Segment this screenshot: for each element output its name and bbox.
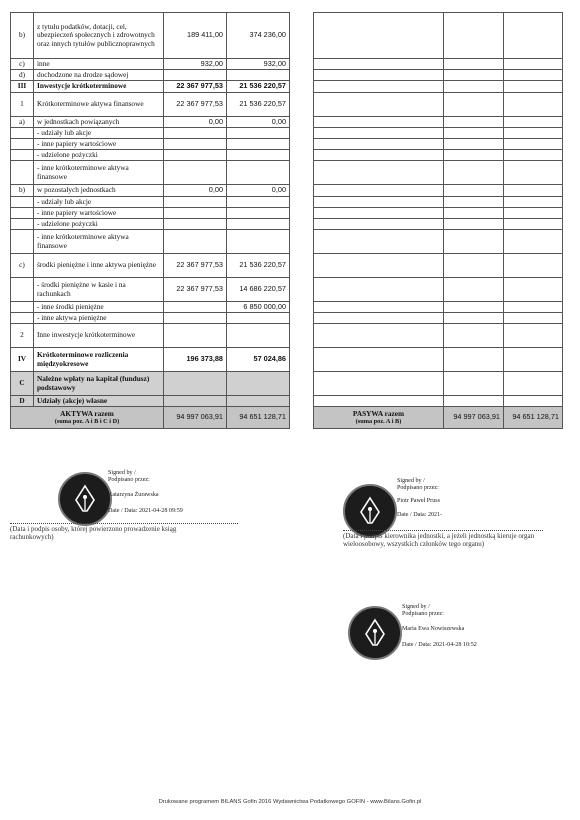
value-previous-year — [227, 219, 290, 230]
empty-cell — [504, 139, 563, 150]
value-previous-year — [227, 70, 290, 81]
empty-cell — [504, 13, 563, 59]
empty-cell — [314, 59, 444, 70]
row-number: D — [11, 396, 34, 407]
empty-cell — [444, 324, 504, 348]
table-row — [314, 13, 563, 59]
row-label: - środki pieniężne w kasie i na rachunkach — [34, 278, 164, 302]
empty-cell — [314, 278, 444, 302]
value-current-year: 932,00 — [164, 59, 227, 70]
row-number: C — [11, 372, 34, 396]
value-previous-year — [227, 313, 290, 324]
row-number — [11, 230, 34, 254]
empty-cell — [444, 396, 504, 407]
empty-cell — [504, 161, 563, 185]
value-previous-year: 21 536 220,57 — [227, 93, 290, 117]
table-row — [314, 81, 563, 93]
empty-cell — [504, 81, 563, 93]
row-label: w pozostałych jednostkach — [34, 185, 164, 197]
empty-cell — [444, 150, 504, 161]
table-row — [11, 313, 290, 324]
row-number: d) — [11, 70, 34, 81]
pen-nib-stamp-icon — [58, 472, 112, 526]
podpisano-label: Podpisano przez: — [402, 611, 444, 618]
row-number — [11, 278, 34, 302]
row-label: - inne papiery wartościowe — [34, 139, 164, 150]
signed-by-label: Signed by / — [108, 470, 136, 476]
value-current-year — [164, 313, 227, 324]
value-current-year: 22 367 977,53 — [164, 278, 227, 302]
table-row — [314, 161, 563, 185]
table-row — [11, 208, 290, 219]
table-row — [314, 396, 563, 407]
caption-left: (Data i podpis osoby, której powierzono prowadzenie ksiąg rachunkowych) — [10, 525, 177, 541]
signature-line-left — [10, 523, 238, 524]
value-previous-year: 14 686 220,57 — [227, 278, 290, 302]
row-label: Krótkoterminowe aktywa finansowe — [34, 93, 164, 117]
signature-date: Date / Data: 2021-04-28 10:52 — [402, 641, 477, 648]
empty-cell — [444, 219, 504, 230]
signer-name: Katarzyna Żurawska — [108, 492, 159, 499]
table-row — [11, 302, 290, 313]
row-label: - inne krótkoterminowe aktywa finansowe — [34, 161, 164, 185]
table-row — [314, 70, 563, 81]
footer-note: Drukowane programem BILANS Gofin 2016 Wydawnictwa Podatkowego GOFIN - www.Bilans.Gofin.pl — [158, 799, 422, 805]
value-current-year — [164, 150, 227, 161]
value-current-year — [164, 197, 227, 208]
empty-cell — [444, 59, 504, 70]
empty-cell — [314, 70, 444, 81]
row-label: - udzielone pożyczki — [34, 219, 164, 230]
empty-cell — [314, 13, 444, 59]
value-current-year — [164, 70, 227, 81]
empty-cell — [504, 230, 563, 254]
pasywa-total-previous: 94 651 128,71 — [504, 407, 563, 429]
empty-cell — [444, 93, 504, 117]
empty-cell — [504, 208, 563, 219]
empty-cell — [504, 59, 563, 70]
row-number: 1 — [11, 93, 34, 117]
table-row — [314, 324, 563, 348]
empty-cell — [444, 161, 504, 185]
table-row — [11, 197, 290, 208]
empty-cell — [444, 128, 504, 139]
table-row — [11, 324, 290, 348]
value-current-year — [164, 372, 227, 396]
empty-cell — [314, 230, 444, 254]
empty-cell — [314, 372, 444, 396]
table-row — [314, 372, 563, 396]
value-current-year — [164, 396, 227, 407]
pasywa-total-label — [314, 407, 444, 429]
pasywa-total-subtitle: (suma poz. A i B) — [355, 418, 402, 426]
row-number — [11, 128, 34, 139]
row-number — [11, 161, 34, 185]
table-row — [11, 230, 290, 254]
empty-cell — [314, 219, 444, 230]
empty-cell — [444, 13, 504, 59]
table-row — [11, 117, 290, 128]
table-row — [314, 197, 563, 208]
value-current-year — [164, 139, 227, 150]
table-row — [11, 161, 290, 185]
table-row — [11, 139, 290, 150]
row-label: z tytułu podatków, dotacji, cel, ubezpieczeń społecznych i zdrowotnych oraz innych tytułów publicznoprawnych — [34, 13, 164, 59]
row-label: Inwestycje krótkoterminowe — [34, 81, 164, 93]
row-label: - udziały lub akcje — [34, 197, 164, 208]
value-current-year: 189 411,00 — [164, 13, 227, 59]
signature-block-3 — [348, 604, 548, 674]
empty-cell — [504, 396, 563, 407]
aktywa-total-label — [11, 407, 164, 429]
empty-cell — [314, 81, 444, 93]
table-row — [314, 230, 563, 254]
empty-cell — [314, 128, 444, 139]
empty-cell — [314, 396, 444, 407]
table-row — [11, 348, 290, 372]
row-number: b) — [11, 185, 34, 197]
signer-name: Maria Ewa Nowiszewska — [402, 626, 465, 633]
value-previous-year — [227, 208, 290, 219]
aktywa-total-title: AKTYWA razem — [60, 408, 114, 418]
signed-by-label: Signed by / — [402, 604, 430, 610]
table-row — [11, 150, 290, 161]
table-row — [11, 396, 290, 407]
row-label: Krótkoterminowe rozliczenia międzyokresowe — [34, 348, 164, 372]
value-current-year: 22 367 977,53 — [164, 93, 227, 117]
row-number — [11, 302, 34, 313]
empty-cell — [314, 348, 444, 372]
pasywa-total-title: PASYWA razem — [352, 408, 405, 418]
value-current-year — [164, 230, 227, 254]
signer-name: Piotr Paweł Pruss — [397, 498, 440, 505]
row-label: - udziały lub akcje — [34, 128, 164, 139]
row-label: - inne krótkoterminowe aktywa finansowe — [34, 230, 164, 254]
empty-cell — [444, 81, 504, 93]
table-row — [11, 185, 290, 197]
value-current-year — [164, 128, 227, 139]
value-previous-year — [227, 161, 290, 185]
value-previous-year: 21 536 220,57 — [227, 81, 290, 93]
empty-cell — [444, 372, 504, 396]
empty-cell — [444, 117, 504, 128]
empty-cell — [504, 128, 563, 139]
row-label: inne — [34, 59, 164, 70]
table-row — [314, 150, 563, 161]
row-number — [11, 150, 34, 161]
row-label: środki pieniężne i inne aktywa pieniężne — [34, 254, 164, 278]
value-previous-year — [227, 324, 290, 348]
row-label: Należne wpłaty na kapitał (fundusz) podstawowy — [34, 372, 164, 396]
pasywa-total-current: 94 997 063,91 — [444, 407, 504, 429]
table-row — [11, 128, 290, 139]
empty-cell — [314, 302, 444, 313]
empty-cell — [504, 93, 563, 117]
table-row — [11, 81, 290, 93]
table-row — [11, 372, 290, 396]
table-row — [314, 93, 563, 117]
value-previous-year: 21 536 220,57 — [227, 254, 290, 278]
row-number: III — [11, 81, 34, 93]
value-previous-year: 57 024,86 — [227, 348, 290, 372]
empty-cell — [504, 185, 563, 197]
value-previous-year — [227, 139, 290, 150]
podpisano-label: Podpisano przez: — [108, 477, 150, 484]
row-number — [11, 139, 34, 150]
value-current-year: 22 367 977,53 — [164, 81, 227, 93]
row-label: - inne aktywa pieniężne — [34, 313, 164, 324]
table-row — [314, 139, 563, 150]
row-label: - inne papiery wartościowe — [34, 208, 164, 219]
row-number: c) — [11, 254, 34, 278]
empty-cell — [504, 254, 563, 278]
value-previous-year — [227, 230, 290, 254]
pen-nib-stamp-icon — [348, 606, 402, 660]
value-current-year — [164, 161, 227, 185]
empty-cell — [444, 139, 504, 150]
empty-cell — [444, 208, 504, 219]
empty-cell — [444, 254, 504, 278]
pasywa-total-row — [314, 407, 563, 429]
value-current-year: 22 367 977,53 — [164, 254, 227, 278]
empty-cell — [504, 70, 563, 81]
table-row — [314, 302, 563, 313]
value-previous-year — [227, 396, 290, 407]
empty-cell — [314, 254, 444, 278]
row-number: c) — [11, 59, 34, 70]
caption-right: (Data i podpis kierownika jednostki, a jeżeli jednostką kieruje organ wieloosobowy, wszystkich członków tego organu) — [343, 532, 535, 548]
table-row — [11, 219, 290, 230]
table-row — [314, 128, 563, 139]
empty-cell — [444, 70, 504, 81]
table-row — [314, 185, 563, 197]
empty-cell — [504, 278, 563, 302]
empty-cell — [444, 230, 504, 254]
signature-line-right — [343, 530, 543, 531]
value-previous-year: 932,00 — [227, 59, 290, 70]
value-previous-year: 0,00 — [227, 117, 290, 128]
table-row — [11, 254, 290, 278]
empty-cell — [504, 197, 563, 208]
assets-table — [10, 12, 290, 429]
value-current-year: 196 373,88 — [164, 348, 227, 372]
aktywa-total-subtitle: (suma poz. A i B i C i D) — [54, 418, 120, 426]
row-number — [11, 313, 34, 324]
value-current-year — [164, 208, 227, 219]
empty-cell — [504, 313, 563, 324]
value-current-year: 0,00 — [164, 117, 227, 128]
aktywa-total-row — [11, 407, 290, 429]
empty-cell — [314, 139, 444, 150]
row-number: 2 — [11, 324, 34, 348]
value-current-year: 0,00 — [164, 185, 227, 197]
row-number — [11, 219, 34, 230]
empty-cell — [444, 197, 504, 208]
empty-cell — [314, 324, 444, 348]
table-row — [314, 278, 563, 302]
empty-cell — [444, 348, 504, 372]
empty-cell — [444, 313, 504, 324]
row-number — [11, 208, 34, 219]
empty-cell — [314, 117, 444, 128]
empty-cell — [314, 208, 444, 219]
value-previous-year: 374 236,00 — [227, 13, 290, 59]
row-label: dochodzone na drodze sądowej — [34, 70, 164, 81]
row-label: - inne środki pieniężne — [34, 302, 164, 313]
value-previous-year: 6 850 000,00 — [227, 302, 290, 313]
value-previous-year — [227, 197, 290, 208]
table-row — [314, 59, 563, 70]
empty-cell — [444, 278, 504, 302]
value-previous-year — [227, 150, 290, 161]
row-number: a) — [11, 117, 34, 128]
row-label: w jednostkach powiązanych — [34, 117, 164, 128]
table-row — [314, 117, 563, 128]
table-row — [314, 254, 563, 278]
signature-date: Date / Data: 2021- — [397, 511, 443, 518]
table-row — [314, 348, 563, 372]
value-current-year — [164, 302, 227, 313]
row-number: IV — [11, 348, 34, 372]
table-row — [314, 208, 563, 219]
table-row — [11, 70, 290, 81]
row-label: Inne inwestycje krótkoterminowe — [34, 324, 164, 348]
empty-cell — [314, 93, 444, 117]
table-row — [11, 278, 290, 302]
signed-by-label: Signed by / — [397, 478, 425, 484]
value-previous-year: 0,00 — [227, 185, 290, 197]
empty-cell — [504, 348, 563, 372]
empty-cell — [504, 117, 563, 128]
table-row — [11, 93, 290, 117]
row-label: - udzielone pożyczki — [34, 150, 164, 161]
empty-cell — [314, 313, 444, 324]
value-current-year — [164, 219, 227, 230]
empty-cell — [504, 302, 563, 313]
empty-cell — [314, 197, 444, 208]
empty-cell — [314, 185, 444, 197]
podpisano-label: Podpisano przez: — [397, 485, 439, 492]
row-number: b) — [11, 13, 34, 59]
empty-cell — [504, 372, 563, 396]
row-number — [11, 197, 34, 208]
empty-cell — [504, 150, 563, 161]
row-label: Udziały (akcje) własne — [34, 396, 164, 407]
liabilities-table — [313, 12, 563, 429]
table-row — [314, 219, 563, 230]
empty-cell — [444, 185, 504, 197]
signature-date: Date / Data: 2021-04-28 09:59 — [108, 507, 183, 514]
table-row — [11, 13, 290, 59]
table-row — [314, 313, 563, 324]
value-previous-year — [227, 372, 290, 396]
empty-cell — [444, 302, 504, 313]
empty-cell — [314, 150, 444, 161]
value-current-year — [164, 324, 227, 348]
aktywa-total-previous: 94 651 128,71 — [227, 407, 290, 429]
empty-cell — [504, 219, 563, 230]
empty-cell — [504, 324, 563, 348]
empty-cell — [314, 161, 444, 185]
aktywa-total-current: 94 997 063,91 — [164, 407, 227, 429]
table-row — [11, 59, 290, 70]
value-previous-year — [227, 128, 290, 139]
